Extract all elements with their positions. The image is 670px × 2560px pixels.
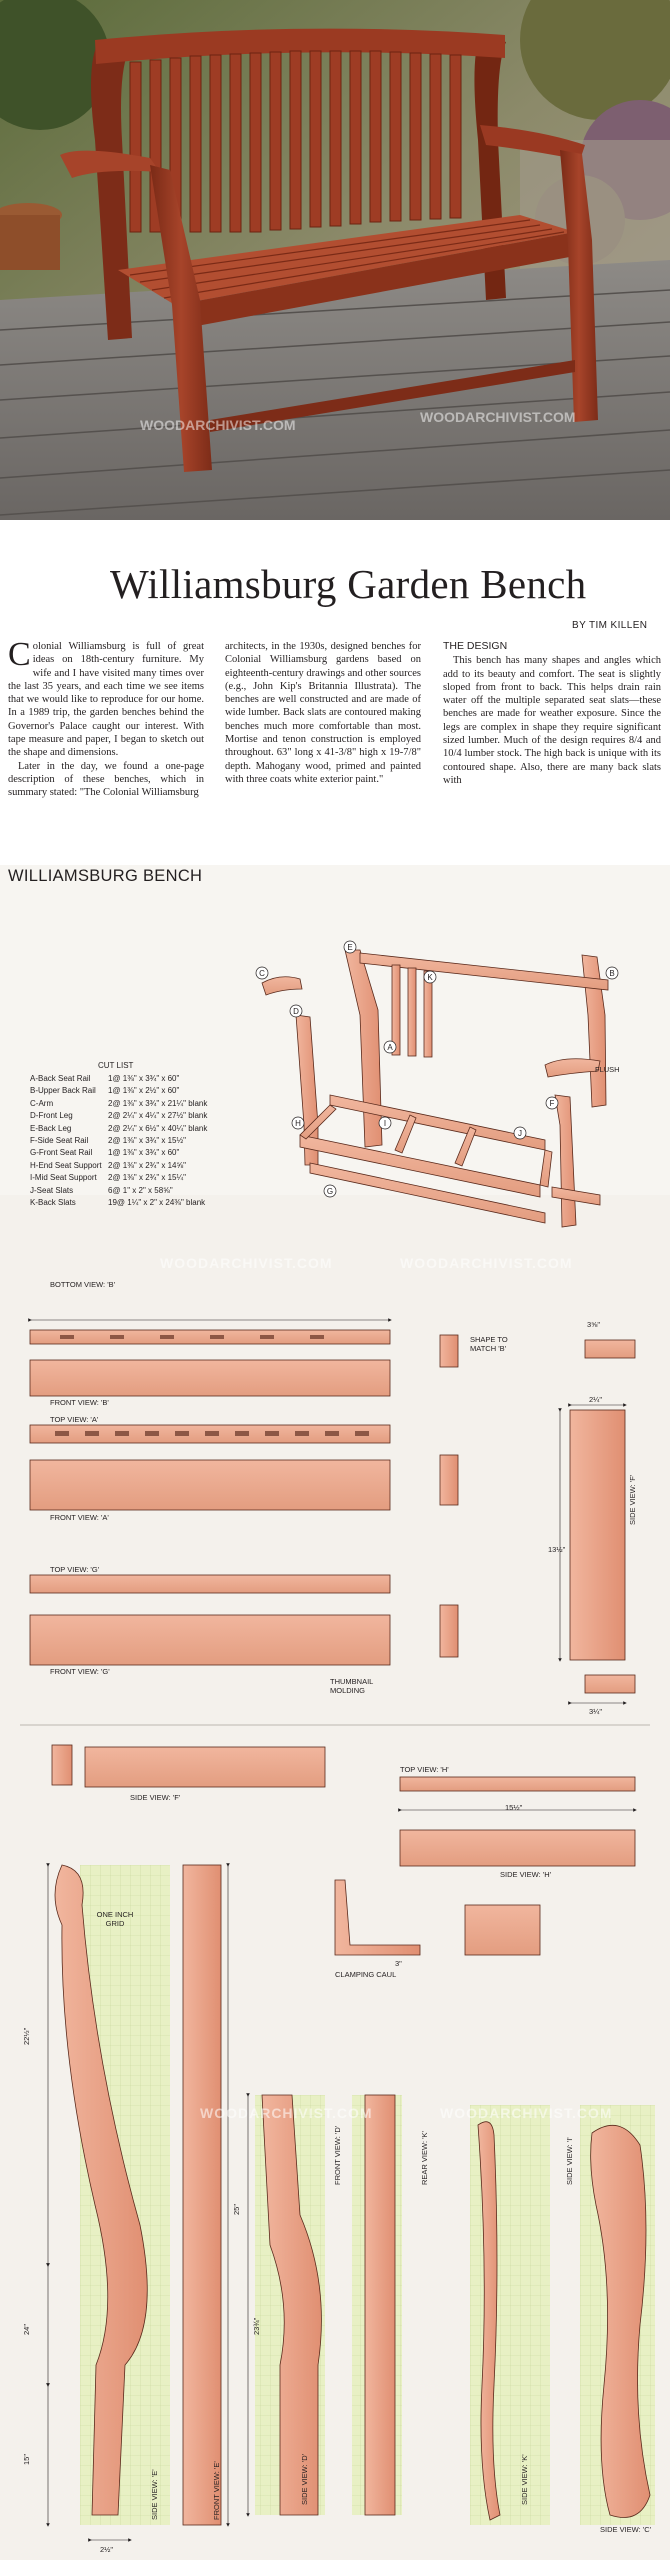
- cut-list-part: E-Back Leg: [30, 1123, 72, 1133]
- view-label: SIDE VIEW: 'I': [565, 2137, 574, 2185]
- article-column-1: [8, 636, 204, 800]
- cut-list-size: 1@ 1⅜" x 3¾" x 60": [108, 1074, 180, 1083]
- view-label: SIDE VIEW: 'C': [600, 2525, 652, 2534]
- article-byline: BY TIM KILLEN: [572, 620, 648, 631]
- view-label: FRONT VIEW: 'E': [212, 2461, 221, 2520]
- cut-list-part: B-Upper Back Rail: [30, 1086, 96, 1096]
- cut-list-part: H-End Seat Support: [30, 1160, 102, 1170]
- cut-list-row: [30, 1098, 207, 1110]
- flush-label: FLUSH: [595, 1065, 620, 1074]
- view-label: CLAMPING CAUL: [335, 1970, 397, 1979]
- part-callout-letter: B: [609, 969, 615, 978]
- cut-list-row: [30, 1172, 186, 1184]
- plans-watermark-2: WOODARCHIVIST.COM: [400, 1255, 573, 1271]
- part-callout-letter: D: [293, 1007, 299, 1016]
- cut-list-part: F-Side Seat Rail: [30, 1136, 89, 1145]
- cut-list-size: 2@ 1⅜" x 3¾" x 15½": [108, 1136, 187, 1145]
- view-label: FRONT VIEW: 'A': [50, 1513, 109, 1522]
- dimension: 23¾": [252, 2317, 261, 2335]
- cut-list-size: 2@ 1⅜" x 3¾" x 21¼" blank: [108, 1098, 208, 1108]
- cut-list-size: 2@ 2¼" x 4¼" x 27½" blank: [108, 1111, 208, 1121]
- cut-list-part: C-Arm: [30, 1098, 54, 1108]
- part-callout-letter: A: [387, 1043, 393, 1052]
- paragraph: Colonial Williamsburg is full of great ideas on 18th-century furniture. My wife and I have visited many times over the last 35 years, and each time we see items that we would like to reproduce for our home. In a 1989 trip, the garden benches behind the Governor's Palace caught our interest. With tape measure and paper, I began to sketch out the shape and dimensions.: [8, 636, 204, 759]
- cut-list-size: 2@ 1⅜" x 2¾" x 14⅝": [108, 1160, 187, 1170]
- cut-list-part: G-Front Seat Rail: [30, 1148, 93, 1158]
- view-label: SIDE VIEW: 'F': [130, 1793, 181, 1802]
- view-label: REAR VIEW: 'K': [420, 2131, 429, 2185]
- view-label: FRONT VIEW: 'G': [50, 1667, 110, 1676]
- cut-list-part: A-Back Seat Rail: [30, 1074, 91, 1083]
- section-heading: THE DESIGN: [443, 640, 508, 652]
- part-callout-letter: E: [347, 943, 353, 952]
- paragraph: This bench has many shapes and angles which add to its beauty and comfort. The seat is slightly sloped from front to back. This helps drain rain water off the multiple separated seat slats—these benches are made for weather exposure. Since the legs are complex in shape they require significant sized lumber. Much of the design requires 8/4 and 10/4 lumber stock. The high back is unique with its contoured shape. Also, there are many back slats with: [443, 655, 661, 786]
- bench-photo: [0, 0, 670, 520]
- view-label: SIDE VIEW: 'H': [500, 1870, 552, 1879]
- dimension: 3": [395, 1959, 402, 1968]
- dimension: 15": [22, 2453, 31, 2465]
- shape-note: SHAPE TO MATCH 'B': [470, 1335, 508, 1353]
- article: [0, 520, 670, 865]
- cut-list-row: [30, 1073, 179, 1085]
- plans-watermark-3: WOODARCHIVIST.COM: [200, 2105, 373, 2121]
- cut-list-header: CUT LIST: [98, 1061, 134, 1070]
- part-callout-letter: H: [295, 1119, 301, 1128]
- molding-note: THUMBNAIL MOLDING: [330, 1677, 374, 1695]
- part-callout-letter: G: [326, 1187, 334, 1196]
- part-callout-letter: J: [518, 1129, 522, 1138]
- cut-list-row: [30, 1110, 207, 1122]
- cut-list-size: 1@ 1⅜" x 3¾" x 60": [108, 1148, 180, 1158]
- cut-list-part: I-Mid Seat Support: [30, 1173, 97, 1183]
- article-column-3: [443, 640, 661, 787]
- cut-list-row: [30, 1085, 179, 1097]
- photo-watermark-1: WOODARCHIVIST.COM: [140, 417, 296, 433]
- dimension: 22½": [22, 2027, 31, 2045]
- grid-note: ONE INCH GRID: [96, 1910, 134, 1928]
- cut-list-row: [30, 1135, 186, 1147]
- plans-title: WILLIAMSBURG BENCH: [8, 867, 203, 885]
- article-title: Williamsburg Garden Bench: [110, 561, 587, 607]
- view-label: TOP VIEW: 'A': [50, 1415, 99, 1424]
- photo-watermark-2: WOODARCHIVIST.COM: [420, 409, 576, 425]
- view-label: SIDE VIEW: 'F': [628, 1474, 637, 1525]
- part-callout-letter: K: [427, 973, 433, 982]
- view-label: SIDE VIEW: 'K': [520, 2454, 529, 2505]
- cut-list-part: K-Back Slats: [30, 1198, 76, 1207]
- dimension: 3¼": [589, 1707, 603, 1716]
- article-column-2: [225, 640, 421, 786]
- cut-list-row: [30, 1160, 186, 1172]
- view-label: BOTTOM VIEW: 'B': [50, 1280, 116, 1289]
- cut-list-size: 19@ 1¼" x 2" x 24⅜" blank: [108, 1198, 206, 1207]
- cut-list-size: 1@ 1⅜" x 2½" x 60": [108, 1086, 180, 1096]
- cut-list-part: J-Seat Slats: [30, 1185, 74, 1195]
- plans-watermark-1: WOODARCHIVIST.COM: [160, 1255, 333, 1271]
- dimension: 15½": [505, 1803, 523, 1812]
- dimension: 3⅝": [587, 1320, 601, 1329]
- cut-list-row: [30, 1123, 207, 1135]
- dimension: 25": [232, 2203, 241, 2215]
- view-label: FRONT VIEW: 'D': [333, 2125, 342, 2185]
- dimension: 2¼": [589, 1395, 603, 1404]
- cut-list-size: 2@ 1⅜" x 2¾" x 15¼": [108, 1173, 187, 1183]
- plans-watermark-4: WOODARCHIVIST.COM: [440, 2105, 613, 2121]
- part-callout-letter: I: [383, 1119, 387, 1128]
- view-label: TOP VIEW: 'H': [400, 1765, 449, 1774]
- view-label: SIDE VIEW: 'D': [300, 2453, 309, 2505]
- cut-list-row: [30, 1185, 173, 1197]
- view-label: TOP VIEW: 'G': [50, 1565, 100, 1574]
- part-callout-letter: F: [549, 1099, 555, 1108]
- paragraph: Later in the day, we found a one-page description of these benches, which in summary stated: "The Colonial Williamsburg: [8, 760, 204, 799]
- paragraph: architects, in the 1930s, designed benches for Colonial Williamsburg gardens based on eighteenth-century drawings and other sources (e.g., John Kip's Britannia Illustrata). The benches are well constructed and are made of wide lumber. Back slats are contoured making benches much more comfortable than most. Mortise and tenon construction is employed throughout. 63" long x 41-3/8" high x 19-7/8" depth. Mahogany wood, primed and painted with three coats white exterior paint.": [225, 641, 421, 785]
- part-callout-letter: C: [259, 969, 265, 978]
- dimension: 2½": [100, 2545, 114, 2554]
- cut-list-size: 2@ 2¼" x 6½" x 40¼" blank: [108, 1123, 208, 1133]
- dimension: 24": [22, 2323, 31, 2335]
- view-label: SIDE VIEW: 'E': [150, 2469, 159, 2520]
- cut-list-size: 6@ 1" x 2" x 58⅝": [108, 1185, 173, 1195]
- cut-list-row: [30, 1197, 205, 1209]
- view-label: FRONT VIEW: 'B': [50, 1398, 109, 1407]
- plans-section: [0, 865, 670, 2560]
- cut-list-part: D-Front Leg: [30, 1111, 73, 1121]
- cut-list-row: [30, 1147, 179, 1159]
- dimension: 13½": [548, 1545, 566, 1554]
